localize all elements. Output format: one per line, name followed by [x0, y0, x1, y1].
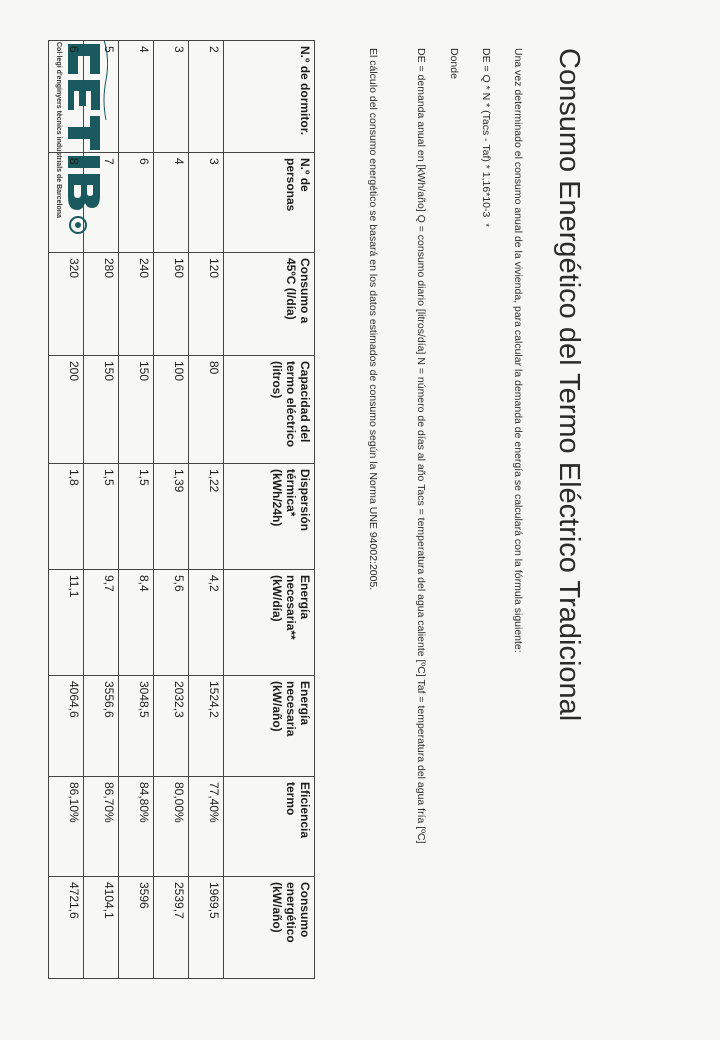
definitions-paragraph: DE = demanda anual en [kWh/año] Q = consumo diario [litros/día] N = número de días al año Tacs = temperatura del agua caliente [ºC] Taf = temperatura del agua fría [ºC] [415, 48, 427, 844]
table-cell: 8 [49, 153, 84, 253]
header-energia-dia: Energía necesaria** (kW/día) [224, 570, 315, 676]
table-cell: 80 [189, 356, 224, 464]
table-cell: 150 [119, 356, 154, 464]
table-header-row [224, 41, 315, 979]
header-dispersion: Dispersión térmica* (kWh/24h) [224, 464, 315, 570]
table-cell: 3596 [119, 877, 154, 979]
table-cell: 6 [49, 41, 84, 153]
header-personas: N.º de personas [224, 153, 315, 253]
formula-mark: * [481, 223, 491, 227]
header-consumo-45: Consumo a 45ºC (l/día) [224, 253, 315, 356]
table-cell: 3 [154, 41, 189, 153]
table-cell: 1,5 [119, 464, 154, 570]
formula-text: DE = Q * N * (Tacs - Taf) * 1,16*10-3 [480, 48, 492, 218]
logo-subtitle: Col·legi d'enginyers tècnics industrials de Barcelona [55, 42, 62, 218]
table-cell: 1,8 [49, 464, 84, 570]
table-cell: 4 [154, 153, 189, 253]
table-row [119, 41, 154, 979]
formula-line [479, 48, 493, 227]
table-cell: 6 [119, 153, 154, 253]
table-cell: 240 [119, 253, 154, 356]
table-cell: 86,70% [84, 777, 119, 877]
table-cell: 11,1 [49, 570, 84, 676]
table-cell: 1969,5 [189, 877, 224, 979]
table-cell: 3556,6 [84, 676, 119, 777]
basis-paragraph: El cálculo del consumo energético se basará en los datos estimados de consumo según la Norma UNE 94002:2005. [367, 48, 379, 591]
table-cell: 5,6 [154, 570, 189, 676]
table-cell: 1,39 [154, 464, 189, 570]
table-cell: 150 [84, 356, 119, 464]
table-cell: 8,4 [119, 570, 154, 676]
table-cell: 100 [154, 356, 189, 464]
table-row [84, 41, 119, 979]
table-row [189, 41, 224, 979]
table-cell: 200 [49, 356, 84, 464]
table-cell: 77,40% [189, 777, 224, 877]
table-cell: 4,2 [189, 570, 224, 676]
table-cell: 160 [154, 253, 189, 356]
consumption-table [48, 40, 315, 979]
table-cell: 2032,3 [154, 676, 189, 777]
table-cell: 9,7 [84, 570, 119, 676]
header-eficiencia: Eficiencia termo [224, 777, 315, 877]
table-cell: 4064,6 [49, 676, 84, 777]
table-cell: 80,00% [154, 777, 189, 877]
table-row [154, 41, 189, 979]
table-cell: 3 [189, 153, 224, 253]
page-title: Consumo Energético del Termo Eléctrico Tradicional [553, 48, 585, 722]
table-row [49, 41, 84, 979]
table-cell: 1524,2 [189, 676, 224, 777]
table-cell: 7 [84, 153, 119, 253]
table-cell: 84,80% [119, 777, 154, 877]
table-cell: 5 [84, 41, 119, 153]
header-capacidad: Capacidad del termo eléctrico (litros) [224, 356, 315, 464]
header-dormitorios: N.º de dormitor. [224, 41, 315, 153]
table-cell: 86,10% [49, 777, 84, 877]
table-cell: 4104,1 [84, 877, 119, 979]
donde-label: Donde [448, 48, 460, 79]
table-cell: 4 [119, 41, 154, 153]
header-energia-ano: Energía necesaria (kW/año) [224, 676, 315, 777]
table-cell: 4721,6 [49, 877, 84, 979]
table-cell: 120 [189, 253, 224, 356]
table-cell: 2 [189, 41, 224, 153]
table-cell: 1,22 [189, 464, 224, 570]
intro-paragraph: Una vez determinado el consumo anual de la vivienda, para calcular la demanda de energía se calculará con la fórmula siguiente: [512, 48, 524, 653]
table-cell: 1,5 [84, 464, 119, 570]
header-consumo-energetico: Consumo energético (kW/año) [224, 877, 315, 979]
table-cell: 320 [49, 253, 84, 356]
table-cell: 280 [84, 253, 119, 356]
table-cell: 2539,7 [154, 877, 189, 979]
table-cell: 3048,5 [119, 676, 154, 777]
